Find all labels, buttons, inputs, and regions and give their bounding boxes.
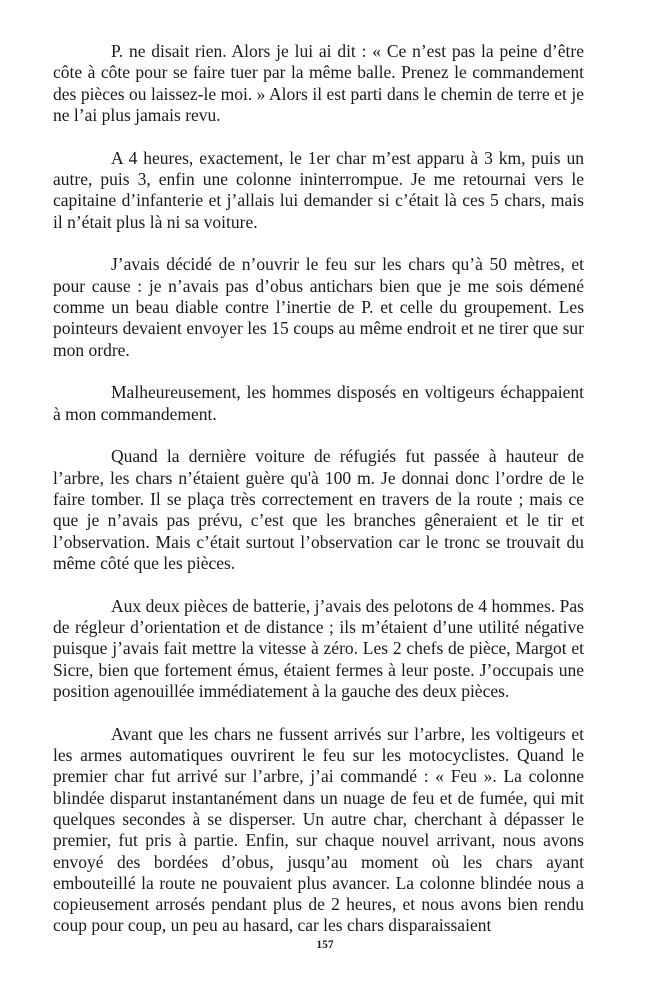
paragraph: J’avais décidé de n’ouvrir le feu sur les chars qu’à 50 mètres, et pour cause : je n’avais pas d’obus antichars bien que je me sois démené comme un beau diable contre l’inertie de P. et celle du groupement. Les pointeurs devaient envoyer les 15 coups au même endroit et ne tirer que sur mon ordre. <box>53 254 584 360</box>
body-text <box>53 41 584 958</box>
page-number: 157 <box>316 939 334 951</box>
paragraph: Avant que les chars ne fussent arrivés sur l’arbre, les voltigeurs et les armes automatiques ouvrirent le feu sur les motocyclistes. Quand le premier char fut arrivé sur l’arbre, j’ai commandé : « Feu ». La colonne blindée disparut instantanément dans un nuage de feu et de fumée, qui mit quelques secondes à se disperser. Un autre char, cherchant à dépasser le premier, fut pris à partie. Enfin, sur chaque nouvel arrivant, nous avons envoyé des bordées d’obus, jusqu’au moment où les chars ayant embouteillé la route ne pouvaient plus avancer. La colonne blindée nous a copieusement arrosés pendant plus de 2 heures, et nous avons bien rendu coup pour coup, un peu au hasard, car les chars disparaissaient <box>53 723 584 936</box>
paragraph: Aux deux pièces de batterie, j’avais des pelotons de 4 hommes. Pas de régleur d’orientation et de distance ; ils m’étaient d’une utilité négative puisque j’avais fait mettre la vitesse à zéro. Les 2 chefs de pièce, Margot et Sicre, bien que fortement émus, étaient fermes à leur poste. J’occupais une position agenouillée immédiatement à la gauche des deux pièces. <box>53 595 584 701</box>
paragraph: Malheureusement, les hommes disposés en voltigeurs échappaient à mon commandement. <box>53 382 584 424</box>
paragraph: Quand la dernière voiture de réfugiés fut passée à hauteur de l’arbre, les chars n’étaient guère qu'à 100 m. Je donnai donc l’ordre de le faire tomber. Il se plaça très correctement en travers de la route ; mais ce que je n’avais pas prévu, c’est que les branches gêneraient et le tir et l’observation. Mais c’était surtout l’observation car le tronc se trouvait du même côté que les pièces. <box>53 446 584 573</box>
paragraph: P. ne disait rien. Alors je lui ai dit : « Ce n’est pas la peine d’être côte à côte pour se faire tuer par la même balle. Prenez le commandement des pièces ou laissez-le moi. » Alors il est parti dans le chemin de terre et je ne l’ai plus jamais revu. <box>53 41 584 125</box>
paragraph: A 4 heures, exactement, le 1er char m’est apparu à 3 km, puis un autre, puis 3, enfin une colonne ininterrompue. Je me retournai vers le capitaine d’infanterie et j’allais lui demander si c’était là ces 5 chars, mais il n’était plus là ni sa voiture. <box>53 147 584 232</box>
